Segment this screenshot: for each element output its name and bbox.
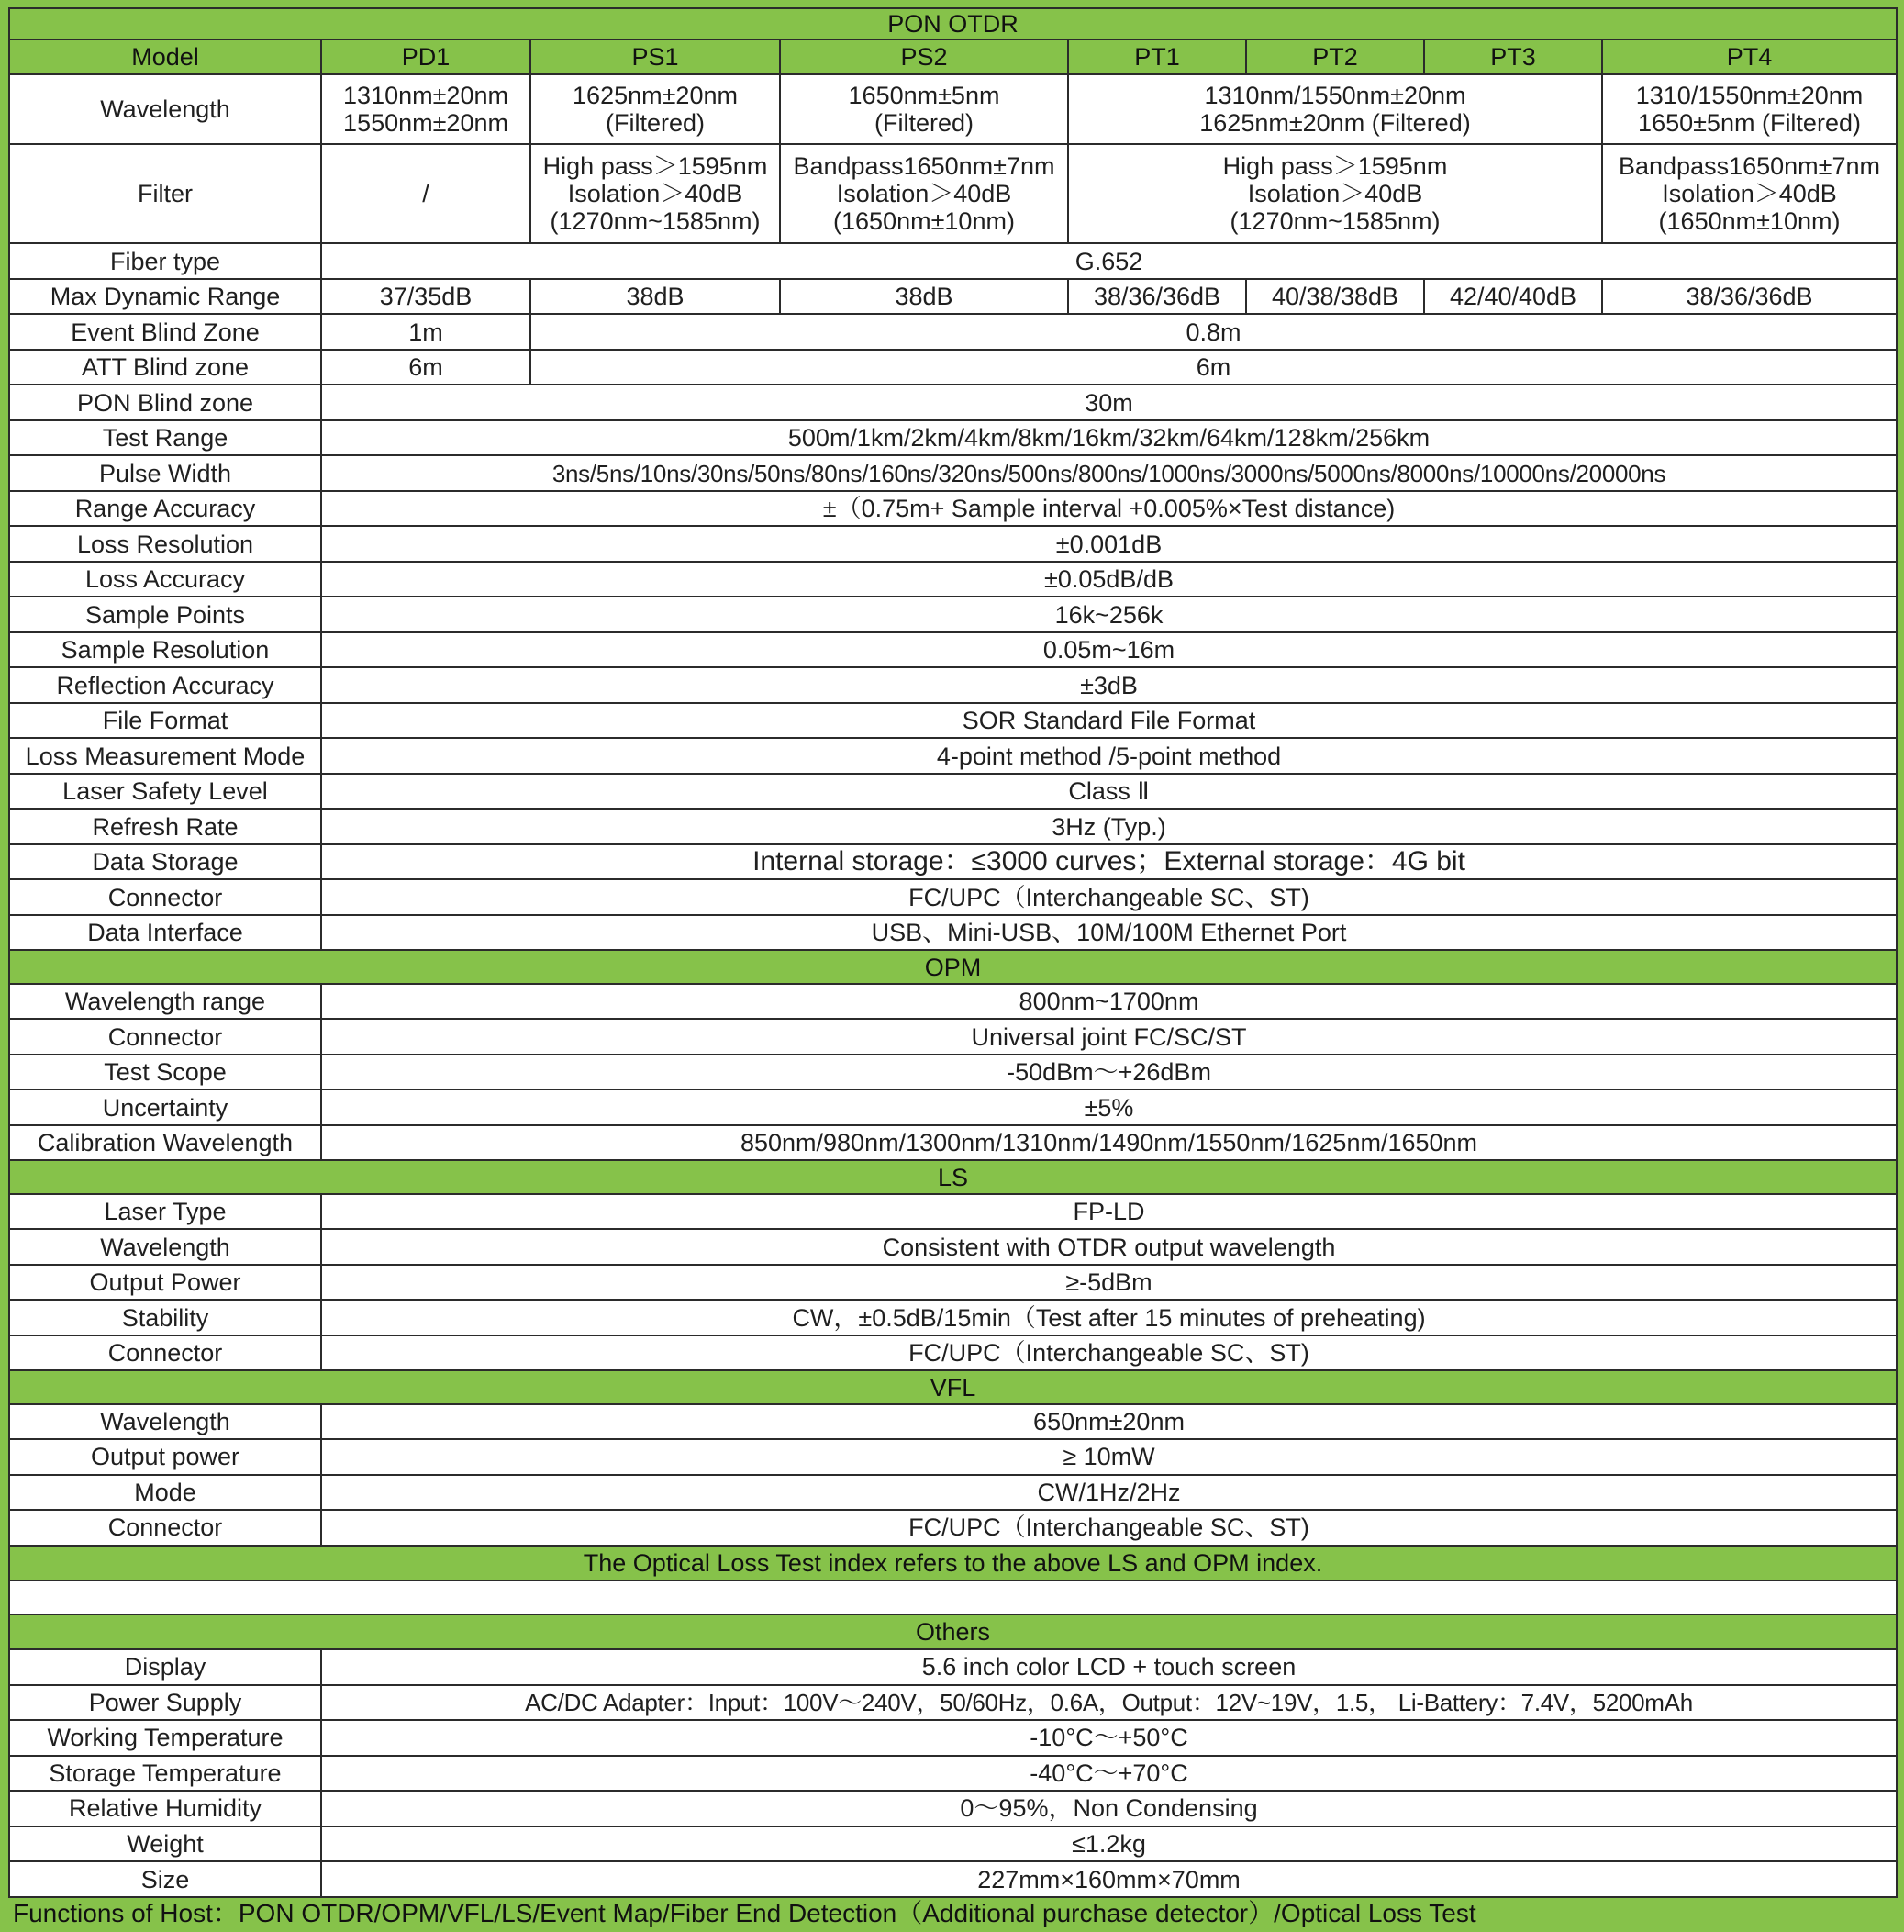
wavelength-pd1	[321, 74, 530, 144]
row-label: Sample Resolution	[9, 632, 321, 668]
row-label: Connector	[9, 1019, 321, 1055]
spec-row	[9, 809, 1897, 844]
filter-pd1: /	[321, 144, 530, 243]
row-label: Data Storage	[9, 844, 321, 880]
row-label: Connector	[9, 1510, 321, 1546]
row-label: File Format	[9, 703, 321, 739]
row-label: Loss Measurement Mode	[9, 738, 321, 774]
cell-line: 1625nm±20nm (Filtered)	[1199, 108, 1471, 137]
spec-row	[9, 1861, 1897, 1897]
row-value: ±3dB	[321, 667, 1897, 703]
row-value: 0.05m~16m	[321, 632, 1897, 668]
row-value: Internal storage：≤3000 curves；External storage：4G bit	[321, 844, 1897, 880]
spec-row	[9, 1300, 1897, 1335]
row-label: Output power	[9, 1439, 321, 1475]
spec-row	[9, 562, 1897, 597]
row-value: 30m	[321, 385, 1897, 420]
dynamic-range-pt3: 42/40/40dB	[1424, 279, 1602, 315]
dynamic-range-pd1: 37/35dB	[321, 279, 530, 315]
row-label: Fiber type	[9, 243, 321, 279]
row-value: 5.6 inch color LCD + touch screen	[321, 1649, 1897, 1685]
wavelength-ps2	[780, 74, 1068, 144]
att-blind-zone-pd1: 6m	[321, 350, 530, 385]
spec-row	[9, 738, 1897, 774]
row-value: ±0.001dB	[321, 526, 1897, 562]
cell-line: 1650nm±5nm	[848, 81, 1000, 109]
spec-row	[9, 1404, 1897, 1440]
model-ps1: PS1	[530, 39, 780, 73]
row-label: Laser Safety Level	[9, 774, 321, 810]
row-value: ±（0.75m+ Sample interval +0.005%×Test distance)	[321, 491, 1897, 527]
cell-line: 1625nm±20nm	[573, 81, 738, 109]
row-value: -40°C～+70°C	[321, 1756, 1897, 1792]
model-pt1: PT1	[1068, 39, 1246, 73]
blank-cell	[9, 1580, 1897, 1614]
row-label: Pulse Width	[9, 455, 321, 491]
cell-line: 1310nm±20nm	[343, 81, 508, 109]
spec-row	[9, 1439, 1897, 1475]
row-label: ATT Blind zone	[9, 350, 321, 385]
spec-row	[9, 667, 1897, 703]
cell-line: 1310/1550nm±20nm	[1635, 81, 1864, 109]
section-header-ls	[9, 1160, 1897, 1193]
spec-row	[9, 420, 1897, 456]
row-value: FC/UPC（Interchangeable SC、ST)	[321, 1510, 1897, 1546]
spec-row	[9, 1649, 1897, 1685]
spec-row	[9, 455, 1897, 491]
cell-line: Isolation＞40dB	[1662, 180, 1837, 208]
cell-line: (1270nm~1585nm)	[550, 207, 761, 236]
row-value: 16k~256k	[321, 597, 1897, 632]
row-label: Wavelength	[9, 1229, 321, 1265]
row-value: 800nm~1700nm	[321, 984, 1897, 1020]
spec-row	[9, 1125, 1897, 1161]
row-value: 227mm×160mm×70mm	[321, 1861, 1897, 1897]
section-header-otdr	[9, 8, 1897, 39]
optical-loss-note: The Optical Loss Test index refers to the above LS and OPM index.	[9, 1546, 1897, 1581]
row-value: 850nm/980nm/1300nm/1310nm/1490nm/1550nm/1625nm/1650nm	[321, 1125, 1897, 1161]
row-value: FC/UPC（Interchangeable SC、ST)	[321, 1335, 1897, 1371]
row-max-dynamic-range	[9, 279, 1897, 315]
row-value: ≤1.2kg	[321, 1826, 1897, 1862]
section-title-others: Others	[9, 1614, 1897, 1650]
spec-row	[9, 1475, 1897, 1511]
row-value: USB、Mini-USB、10M/100M Ethernet Port	[321, 915, 1897, 951]
row-label: Event Blind Zone	[9, 314, 321, 350]
row-label: Size	[9, 1861, 321, 1897]
row-label: Loss Accuracy	[9, 562, 321, 597]
blank-row	[9, 1580, 1897, 1614]
spec-row	[9, 1265, 1897, 1301]
spec-row	[9, 844, 1897, 880]
row-label: Range Accuracy	[9, 491, 321, 527]
cell-line: (Filtered)	[874, 108, 974, 137]
event-blind-zone-others: 0.8m	[530, 314, 1897, 350]
row-label: Power Supply	[9, 1685, 321, 1721]
section-title-opm: OPM	[9, 950, 1897, 983]
section-title-otdr: PON OTDR	[9, 8, 1897, 39]
att-blind-zone-others: 6m	[530, 350, 1897, 385]
model-pt2: PT2	[1246, 39, 1424, 73]
filter-pt	[1068, 144, 1602, 243]
section-header-opm	[9, 950, 1897, 983]
spec-row	[9, 1791, 1897, 1826]
row-value: Class Ⅱ	[321, 774, 1897, 810]
spec-row	[9, 1229, 1897, 1265]
spec-table	[8, 7, 1898, 1898]
spec-row	[9, 491, 1897, 527]
row-value: AC/DC Adapter：Input：100V～240V，50/60Hz，0.6A，Output：12V~19V，1.5， Li-Battery：7.4V，5200mAh	[321, 1685, 1897, 1721]
wavelength-pt	[1068, 74, 1602, 144]
cell-line: 1310nm/1550nm±20nm	[1204, 81, 1466, 109]
row-label: Refresh Rate	[9, 809, 321, 844]
optical-loss-note-row	[9, 1546, 1897, 1581]
row-label: PON Blind zone	[9, 385, 321, 420]
row-label: Sample Points	[9, 597, 321, 632]
model-label: Model	[9, 39, 321, 73]
cell-line: Isolation＞40dB	[567, 180, 743, 208]
row-value: ±5%	[321, 1089, 1897, 1125]
row-label: Reflection Accuracy	[9, 667, 321, 703]
cell-line: (1270nm~1585nm)	[1230, 207, 1441, 236]
spec-row	[9, 385, 1897, 420]
row-label: Output Power	[9, 1265, 321, 1301]
row-value: 3Hz (Typ.)	[321, 809, 1897, 844]
row-value: FC/UPC（Interchangeable SC、ST)	[321, 879, 1897, 915]
row-label: Working Temperature	[9, 1720, 321, 1756]
spec-row	[9, 1335, 1897, 1371]
row-label: Loss Resolution	[9, 526, 321, 562]
row-label: Filter	[9, 144, 321, 243]
row-value: CW，±0.5dB/15min（Test after 15 minutes of preheating)	[321, 1300, 1897, 1335]
row-label: Mode	[9, 1475, 321, 1511]
model-header-row	[9, 39, 1897, 73]
row-label: Relative Humidity	[9, 1791, 321, 1826]
spec-row	[9, 1194, 1897, 1230]
dynamic-range-ps1: 38dB	[530, 279, 780, 315]
cell-line: Bandpass1650nm±7nm	[1619, 152, 1881, 181]
spec-row	[9, 1720, 1897, 1756]
cell-line: (1650nm±10nm)	[1658, 207, 1841, 236]
row-event-blind-zone	[9, 314, 1897, 350]
row-fiber-type	[9, 243, 1897, 279]
spec-row	[9, 1685, 1897, 1721]
spec-row	[9, 915, 1897, 951]
wavelength-ps1	[530, 74, 780, 144]
row-label: Display	[9, 1649, 321, 1685]
row-label: Stability	[9, 1300, 321, 1335]
dynamic-range-ps2: 38dB	[780, 279, 1068, 315]
section-title-vfl: VFL	[9, 1370, 1897, 1403]
spec-row	[9, 879, 1897, 915]
row-value: 4-point method /5-point method	[321, 738, 1897, 774]
dynamic-range-pt2: 40/38/38dB	[1246, 279, 1424, 315]
cell-line: High pass＞1595nm	[1222, 152, 1448, 181]
row-value: 650nm±20nm	[321, 1404, 1897, 1440]
spec-row	[9, 1019, 1897, 1055]
cell-line: Isolation＞40dB	[836, 180, 1012, 208]
cell-line: (1650nm±10nm)	[833, 207, 1015, 236]
spec-row	[9, 1510, 1897, 1546]
filter-ps2	[780, 144, 1068, 243]
model-pt3: PT3	[1424, 39, 1602, 73]
cell-line: 1550nm±20nm	[343, 108, 508, 137]
row-label: Uncertainty	[9, 1089, 321, 1125]
row-label: Laser Type	[9, 1194, 321, 1230]
row-label: Max Dynamic Range	[9, 279, 321, 315]
spec-row	[9, 774, 1897, 810]
spec-row	[9, 1826, 1897, 1862]
model-pd1: PD1	[321, 39, 530, 73]
cell-line: 1650±5nm (Filtered)	[1638, 108, 1861, 137]
section-header-others	[9, 1614, 1897, 1650]
row-value: FP-LD	[321, 1194, 1897, 1230]
spec-row	[9, 526, 1897, 562]
row-value: SOR Standard File Format	[321, 703, 1897, 739]
row-value: -50dBm～+26dBm	[321, 1055, 1897, 1090]
row-value: G.652	[321, 243, 1897, 279]
row-label: Data Interface	[9, 915, 321, 951]
section-title-ls: LS	[9, 1160, 1897, 1193]
filter-ps1	[530, 144, 780, 243]
cell-line: Bandpass1650nm±7nm	[793, 152, 1055, 181]
row-value: -10°C～+50°C	[321, 1720, 1897, 1756]
row-value: ±0.05dB/dB	[321, 562, 1897, 597]
filter-pt4	[1602, 144, 1897, 243]
wavelength-pt4	[1602, 74, 1897, 144]
model-pt4: PT4	[1602, 39, 1897, 73]
row-label: Wavelength	[9, 1404, 321, 1440]
dynamic-range-pt1: 38/36/36dB	[1068, 279, 1246, 315]
cell-line: Isolation＞40dB	[1247, 180, 1423, 208]
row-label: Connector	[9, 1335, 321, 1371]
row-filter	[9, 144, 1897, 243]
spec-row	[9, 1055, 1897, 1090]
row-label: Storage Temperature	[9, 1756, 321, 1792]
host-functions-footer: Functions of Host：PON OTDR/OPM/VFL/LS/Event Map/Fiber End Detection（Additional purchase detector）/Optical Loss Test	[13, 1899, 1476, 1927]
row-label: Wavelength range	[9, 984, 321, 1020]
row-value: ≥ 10mW	[321, 1439, 1897, 1475]
spec-row	[9, 1756, 1897, 1792]
dynamic-range-pt4: 38/36/36dB	[1602, 279, 1897, 315]
row-label: Weight	[9, 1826, 321, 1862]
model-ps2: PS2	[780, 39, 1068, 73]
row-label: Wavelength	[9, 74, 321, 144]
row-value: ≥-5dBm	[321, 1265, 1897, 1301]
spec-row	[9, 632, 1897, 668]
event-blind-zone-pd1: 1m	[321, 314, 530, 350]
row-label: Test Range	[9, 420, 321, 456]
spec-row	[9, 984, 1897, 1020]
row-value: Universal joint FC/SC/ST	[321, 1019, 1897, 1055]
row-att-blind-zone	[9, 350, 1897, 385]
row-label: Calibration Wavelength	[9, 1125, 321, 1161]
row-label: Test Scope	[9, 1055, 321, 1090]
section-header-vfl	[9, 1370, 1897, 1403]
row-label: Connector	[9, 879, 321, 915]
row-value: CW/1Hz/2Hz	[321, 1475, 1897, 1511]
row-value: 500m/1km/2km/4km/8km/16km/32km/64km/128km/256km	[321, 420, 1897, 456]
spec-row	[9, 1089, 1897, 1125]
row-value: 0～95%，Non Condensing	[321, 1791, 1897, 1826]
row-value: Consistent with OTDR output wavelength	[321, 1229, 1897, 1265]
row-value: 3ns/5ns/10ns/30ns/50ns/80ns/160ns/320ns/500ns/800ns/1000ns/3000ns/5000ns/8000ns/10000ns/20000ns	[321, 455, 1897, 491]
spec-row	[9, 597, 1897, 632]
spec-row	[9, 703, 1897, 739]
cell-line: (Filtered)	[605, 108, 705, 137]
row-wavelength	[9, 74, 1897, 144]
cell-line: High pass＞1595nm	[542, 152, 768, 181]
